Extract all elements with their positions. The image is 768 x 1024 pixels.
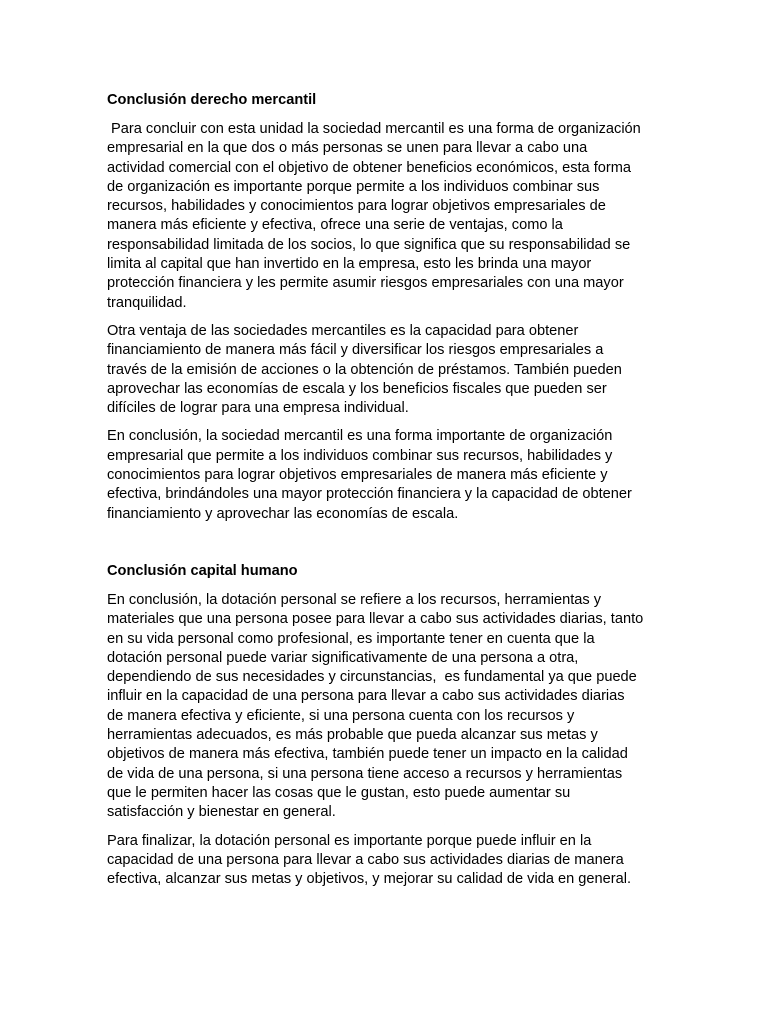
- text-line: manera más eficiente y efectiva, ofrece una serie de ventajas, como la: [107, 217, 563, 234]
- text-line: financiamiento y aprovechar las economías de escala.: [107, 505, 459, 522]
- paragraph: [107, 832, 667, 890]
- text-line: recursos, habilidades y conocimientos para lograr objetivos empresariales de: [107, 198, 606, 215]
- text-line: aprovechar las economías de escala y los beneficios fiscales que pueden ser: [107, 380, 607, 397]
- text-line: herramientas adecuados, es más probable que pueda alcanzar sus metas y: [107, 727, 598, 744]
- text-line: tranquilidad.: [107, 294, 187, 311]
- text-line: Para concluir con esta unidad la sociedad mercantil es una forma de organización: [107, 121, 641, 137]
- text-line: objetivos de manera más efectiva, también puede tener un impacto en la calidad: [107, 746, 628, 763]
- paragraph: [107, 427, 667, 523]
- text-line: financiamiento de manera más fácil y diversificar los riesgos empresariales a: [107, 342, 604, 359]
- text-line: efectiva, brindándoles una mayor protección financiera y la capacidad de obtener: [107, 486, 632, 503]
- text-line: difíciles de lograr para una empresa individual.: [107, 400, 409, 417]
- section-heading: Conclusión derecho mercantil: [107, 92, 317, 108]
- text-line: efectiva, alcanzar sus metas y objetivos, y mejorar su calidad de vida en general.: [107, 871, 632, 888]
- text-line: capacidad de una persona para llevar a cabo sus actividades diarias de manera: [107, 851, 624, 868]
- text-line: de manera efectiva y eficiente, si una persona cuenta con los recursos y: [107, 707, 575, 724]
- text-line: dotación personal puede variar significativamente de una persona a otra,: [107, 649, 579, 666]
- text-line: de organización es importante porque permite a los individuos combinar sus: [107, 178, 600, 195]
- text-line: de vida de una persona, si una persona tiene acceso a recursos y herramientas: [107, 765, 623, 782]
- text-line: Para finalizar, la dotación personal es importante porque puede influir en la: [107, 832, 592, 849]
- text-line: actividad comercial con el objetivo de obtener beneficios económicos, esta forma: [107, 159, 632, 176]
- text-line: Otra ventaja de las sociedades mercantiles es la capacidad para obtener: [107, 322, 579, 339]
- text-line: influir en la capacidad de una persona para llevar a cabo sus actividades diarias: [107, 688, 625, 705]
- text-line: empresarial en la que dos o más personas se unen para llevar a cabo una: [107, 140, 588, 157]
- text-line: satisfacción y bienestar en general.: [107, 804, 336, 821]
- section-spacer: [107, 533, 667, 562]
- text-line: través de la emisión de acciones o la obtención de préstamos. También pueden: [107, 361, 622, 378]
- text-line: protección financiera y les permite asumir riesgos empresariales con una mayor: [107, 275, 624, 292]
- text-line: empresarial que permite a los individuos combinar sus recursos, habilidades y: [107, 447, 613, 464]
- text-line: materiales que una persona posee para llevar a cabo sus actividades diarias, tanto: [107, 611, 644, 628]
- text-line: en su vida personal como profesional, es importante tener en cuenta que la: [107, 630, 595, 647]
- paragraph: [107, 120, 667, 313]
- section-capital-humano: [107, 562, 667, 889]
- text-line: conocimientos para lograr objetivos empresariales de manera más eficiente y: [107, 467, 608, 484]
- text-line: dependiendo de sus necesidades y circunstancias, es fundamental ya que puede: [107, 669, 637, 686]
- text-line: En conclusión, la sociedad mercantil es una forma importante de organización: [107, 428, 613, 445]
- paragraph: [107, 591, 667, 823]
- paragraph: [107, 322, 667, 418]
- text-line: En conclusión, la dotación personal se refiere a los recursos, herramientas y: [107, 591, 602, 608]
- section-heading: Conclusión capital humano: [107, 562, 298, 579]
- text-line: que le permiten hacer las cosas que le gustan, esto puede aumentar su: [107, 784, 571, 801]
- section-derecho-mercantil: [107, 91, 667, 524]
- text-line: limita al capital que han invertido en la empresa, esto les brinda una mayor: [107, 256, 592, 273]
- document-page: [107, 91, 667, 898]
- text-line: responsabilidad limitada de los socios, lo que significa que su responsabilidad se: [107, 236, 631, 253]
